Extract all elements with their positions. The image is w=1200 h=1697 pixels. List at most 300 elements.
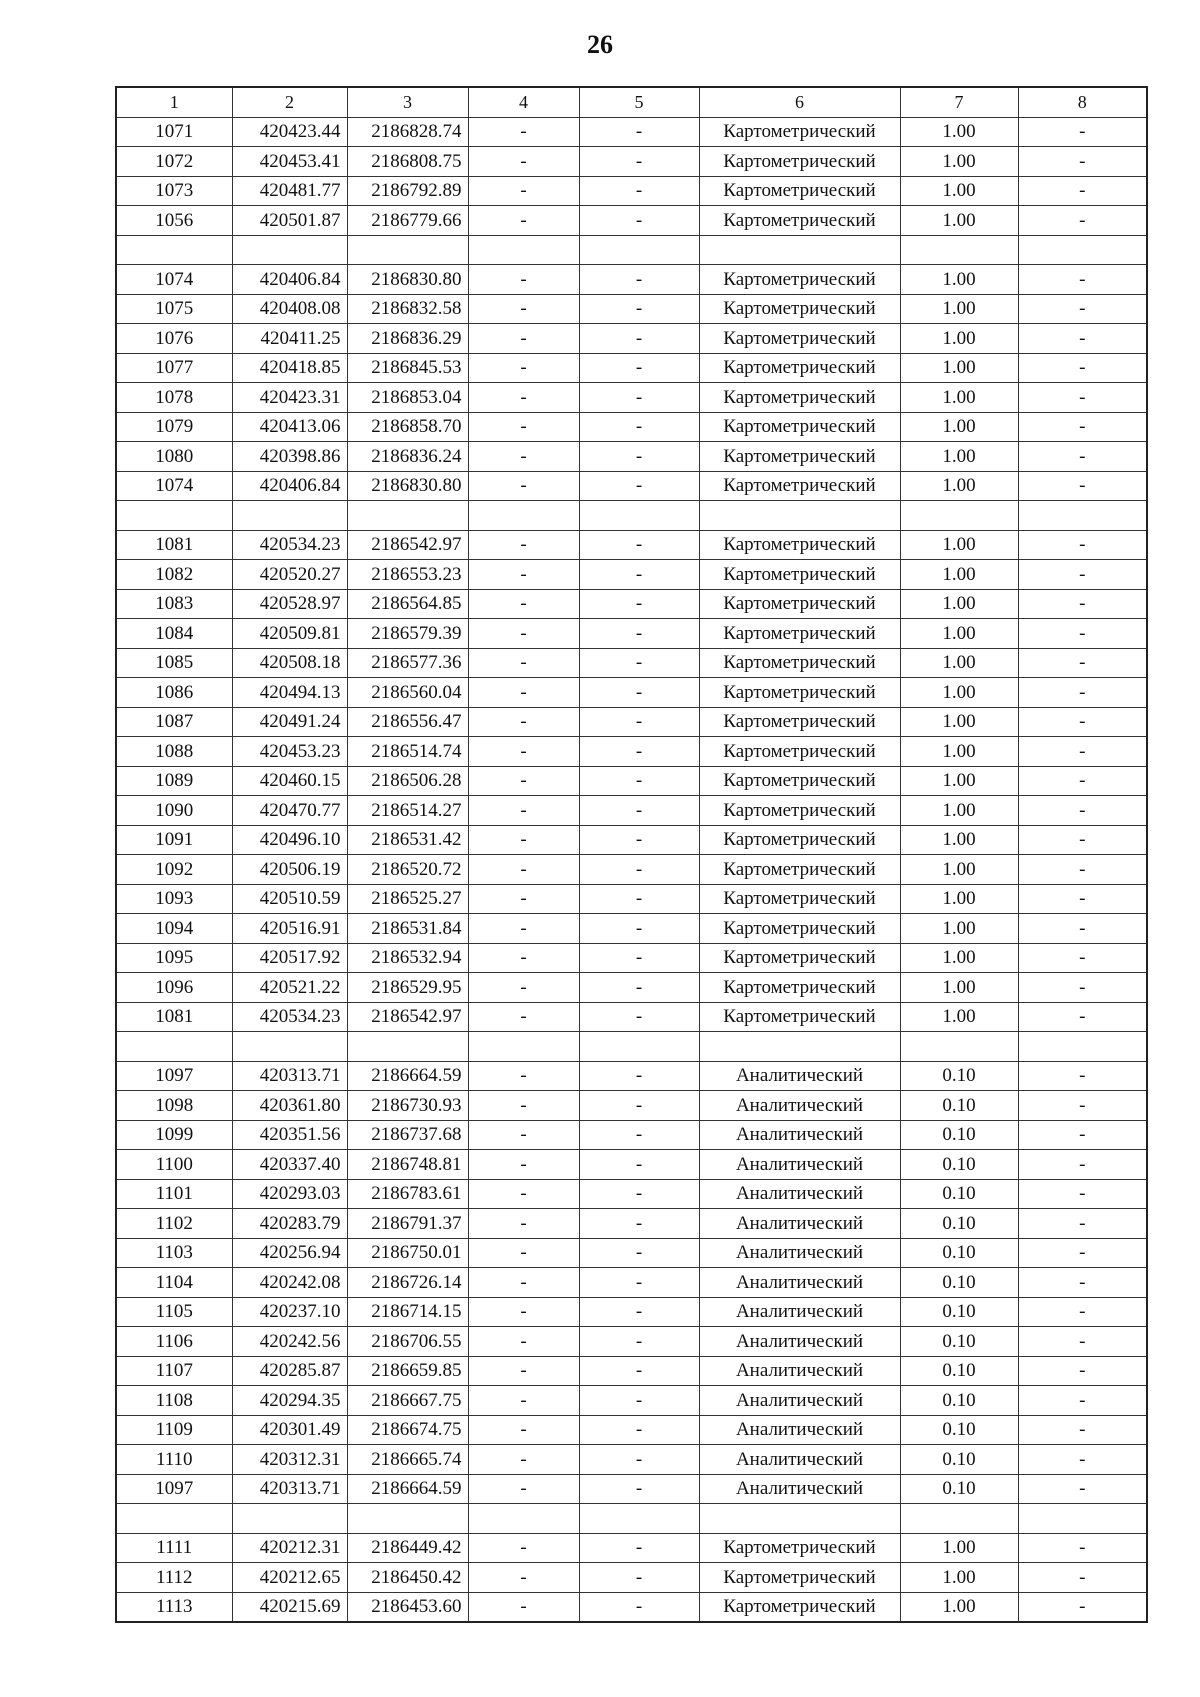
table-row (116, 1386, 1147, 1416)
column-header: 7 (900, 87, 1018, 117)
column-header: 2 (232, 87, 347, 117)
table-row (116, 766, 1147, 796)
table-cell: 2186506.28 (347, 766, 468, 796)
table-cell: 420313.71 (232, 1474, 347, 1504)
table-cell: - (1018, 914, 1147, 944)
table-cell: 1.00 (900, 471, 1018, 501)
table-cell: 1.00 (900, 1563, 1018, 1593)
table-cell: - (1018, 825, 1147, 855)
table-cell (699, 1032, 900, 1062)
table-cell: - (579, 1592, 699, 1622)
table-cell: 420406.84 (232, 471, 347, 501)
table-cell: 420285.87 (232, 1356, 347, 1386)
table-cell: 1093 (116, 884, 232, 914)
table-cell: - (1018, 589, 1147, 619)
table-row (116, 796, 1147, 826)
table-cell: Картометрический (699, 147, 900, 177)
table-cell: 1.00 (900, 973, 1018, 1003)
table-row (116, 884, 1147, 914)
table-cell (699, 1504, 900, 1534)
table-cell: - (579, 442, 699, 472)
table-cell: 420460.15 (232, 766, 347, 796)
table-cell: 420510.59 (232, 884, 347, 914)
table-cell: - (468, 943, 579, 973)
table-cell: 1.00 (900, 884, 1018, 914)
table-cell (579, 501, 699, 531)
table-cell: - (468, 648, 579, 678)
table-cell: 1.00 (900, 206, 1018, 236)
table-cell: - (579, 1327, 699, 1357)
table-row (116, 501, 1147, 531)
table-row (116, 442, 1147, 472)
column-header: 5 (579, 87, 699, 117)
table-cell: 0.10 (900, 1415, 1018, 1445)
table-cell: - (1018, 1386, 1147, 1416)
table-cell: 420256.94 (232, 1238, 347, 1268)
table-cell: 2186792.89 (347, 176, 468, 206)
table-cell: - (1018, 1002, 1147, 1032)
table-cell: 420423.44 (232, 117, 347, 147)
table-cell: 2186542.97 (347, 530, 468, 560)
table-cell: - (579, 973, 699, 1003)
table-cell: Картометрический (699, 914, 900, 944)
table-cell: Аналитический (699, 1209, 900, 1239)
column-header: 1 (116, 87, 232, 117)
table-cell: - (579, 1002, 699, 1032)
table-cell: - (579, 855, 699, 885)
table-cell: - (579, 943, 699, 973)
table-cell: 420418.85 (232, 353, 347, 383)
table-cell: 2186520.72 (347, 855, 468, 885)
table-cell: - (468, 678, 579, 708)
table-cell: Картометрический (699, 648, 900, 678)
table-cell: - (468, 1356, 579, 1386)
table-cell: 1.00 (900, 383, 1018, 413)
table-cell: 1102 (116, 1209, 232, 1239)
table-cell: 420481.77 (232, 176, 347, 206)
table-cell: Картометрический (699, 471, 900, 501)
table-row (116, 1268, 1147, 1298)
table-row (116, 412, 1147, 442)
table-cell: Аналитический (699, 1091, 900, 1121)
table-cell: 420413.06 (232, 412, 347, 442)
table-cell: 420453.23 (232, 737, 347, 767)
table-cell: 0.10 (900, 1445, 1018, 1475)
table-cell: 1.00 (900, 707, 1018, 737)
table-cell: 420453.41 (232, 147, 347, 177)
table-cell: - (1018, 884, 1147, 914)
table-cell (468, 1504, 579, 1534)
table-cell: 1083 (116, 589, 232, 619)
table-cell: - (1018, 1415, 1147, 1445)
table-cell: 1.00 (900, 265, 1018, 295)
table-cell: - (468, 884, 579, 914)
table-cell (347, 501, 468, 531)
table-cell: - (468, 619, 579, 649)
table-cell: 420528.97 (232, 589, 347, 619)
table-cell: 1101 (116, 1179, 232, 1209)
table-cell: 1078 (116, 383, 232, 413)
table-row (116, 1032, 1147, 1062)
table-cell: - (468, 265, 579, 295)
table-cell: - (468, 914, 579, 944)
table-cell: 1109 (116, 1415, 232, 1445)
table-cell: - (1018, 943, 1147, 973)
table-cell: 2186514.27 (347, 796, 468, 826)
table-cell: - (468, 1238, 579, 1268)
table-cell: 1.00 (900, 324, 1018, 354)
table-cell: - (579, 648, 699, 678)
table-cell: 1089 (116, 766, 232, 796)
table-cell: - (468, 176, 579, 206)
table-cell: - (468, 589, 579, 619)
table-cell: 1098 (116, 1091, 232, 1121)
table-cell (1018, 1032, 1147, 1062)
table-cell (232, 1032, 347, 1062)
table-cell: - (579, 737, 699, 767)
table-cell (1018, 501, 1147, 531)
table-cell: 0.10 (900, 1209, 1018, 1239)
table-cell: - (1018, 1268, 1147, 1298)
table-cell: - (579, 1386, 699, 1416)
table-cell: - (579, 1563, 699, 1593)
table-cell (699, 501, 900, 531)
table-cell: 1077 (116, 353, 232, 383)
table-cell: - (1018, 1209, 1147, 1239)
table-cell: - (1018, 442, 1147, 472)
table-row (116, 383, 1147, 413)
table-cell: Картометрический (699, 973, 900, 1003)
table-cell: Аналитический (699, 1238, 900, 1268)
table-cell: 1097 (116, 1061, 232, 1091)
table-cell: 420312.31 (232, 1445, 347, 1475)
table-cell: - (468, 1445, 579, 1475)
table-cell: 0.10 (900, 1120, 1018, 1150)
table-cell: - (468, 147, 579, 177)
table-cell: 1.00 (900, 678, 1018, 708)
table-cell: - (468, 825, 579, 855)
table-cell: - (579, 294, 699, 324)
table-cell: Картометрический (699, 383, 900, 413)
table-cell: 1.00 (900, 294, 1018, 324)
table-cell: - (1018, 648, 1147, 678)
table-cell (116, 1032, 232, 1062)
table-cell: 420361.80 (232, 1091, 347, 1121)
table-cell: - (579, 1238, 699, 1268)
table-row (116, 619, 1147, 649)
table-cell: - (579, 1150, 699, 1180)
table-cell: - (468, 324, 579, 354)
table-cell: - (579, 176, 699, 206)
table-cell: 1.00 (900, 117, 1018, 147)
table-cell: 1095 (116, 943, 232, 973)
table-cell: - (1018, 324, 1147, 354)
table-cell: - (579, 1474, 699, 1504)
table-cell: 1072 (116, 147, 232, 177)
table-cell: - (468, 294, 579, 324)
table-cell: - (468, 1297, 579, 1327)
table-cell: 1.00 (900, 442, 1018, 472)
table-cell (347, 235, 468, 265)
table-cell: 1.00 (900, 766, 1018, 796)
table-cell: - (468, 1327, 579, 1357)
table-row (116, 737, 1147, 767)
table-cell: - (1018, 1150, 1147, 1180)
table-cell: 1105 (116, 1297, 232, 1327)
page-number: 26 (587, 30, 613, 59)
table-cell: 2186808.75 (347, 147, 468, 177)
table-cell: 2186532.94 (347, 943, 468, 973)
table-cell: 420398.86 (232, 442, 347, 472)
table-cell: Картометрический (699, 825, 900, 855)
table-row (116, 943, 1147, 973)
table-row (116, 589, 1147, 619)
table-cell: - (1018, 1327, 1147, 1357)
table-cell: 2186449.42 (347, 1533, 468, 1563)
table-cell: Картометрический (699, 560, 900, 590)
table-cell: 420212.31 (232, 1533, 347, 1563)
table-cell: 1.00 (900, 943, 1018, 973)
table-cell: - (468, 1179, 579, 1209)
table-cell: - (468, 1268, 579, 1298)
table-cell: 1110 (116, 1445, 232, 1475)
table-cell: 2186564.85 (347, 589, 468, 619)
table-cell: 2186450.42 (347, 1563, 468, 1593)
table-cell (468, 1032, 579, 1062)
table-cell: 1074 (116, 471, 232, 501)
table-cell: 420521.22 (232, 973, 347, 1003)
table-row (116, 530, 1147, 560)
table-cell: - (579, 914, 699, 944)
table-cell: - (468, 383, 579, 413)
table-cell: 1092 (116, 855, 232, 885)
table-cell: Картометрический (699, 265, 900, 295)
table-row (116, 707, 1147, 737)
table-cell: - (579, 353, 699, 383)
table-cell: Картометрический (699, 737, 900, 767)
table-cell: - (468, 707, 579, 737)
table-cell (232, 501, 347, 531)
table-cell: 1085 (116, 648, 232, 678)
table-cell: 2186853.04 (347, 383, 468, 413)
table-row (116, 973, 1147, 1003)
table-cell: 2186664.59 (347, 1474, 468, 1504)
table-cell: 420509.81 (232, 619, 347, 649)
table-row (116, 1592, 1147, 1622)
table-cell: 1094 (116, 914, 232, 944)
table-row (116, 353, 1147, 383)
table-cell: - (579, 678, 699, 708)
table-cell: Картометрический (699, 1563, 900, 1593)
table-cell: 2186737.68 (347, 1120, 468, 1150)
table-cell: 0.10 (900, 1356, 1018, 1386)
table-cell: Картометрический (699, 1002, 900, 1032)
table-row (116, 1445, 1147, 1475)
table-cell: 0.10 (900, 1238, 1018, 1268)
table-cell: 2186529.95 (347, 973, 468, 1003)
table-row (116, 825, 1147, 855)
table-cell: - (1018, 176, 1147, 206)
table-cell: Аналитический (699, 1356, 900, 1386)
table-row (116, 294, 1147, 324)
table-cell: - (579, 206, 699, 236)
coordinates-table (115, 86, 1148, 1623)
table-cell: Картометрический (699, 324, 900, 354)
table-cell: 1.00 (900, 353, 1018, 383)
table-cell: - (468, 1415, 579, 1445)
table-cell: Картометрический (699, 353, 900, 383)
column-header: 8 (1018, 87, 1147, 117)
table-cell: - (468, 1002, 579, 1032)
table-cell: Картометрический (699, 1592, 900, 1622)
table-cell: - (579, 560, 699, 590)
table-cell: - (468, 796, 579, 826)
table-cell: 420496.10 (232, 825, 347, 855)
table-cell: - (468, 737, 579, 767)
table-cell: Аналитический (699, 1474, 900, 1504)
table-cell: - (1018, 973, 1147, 1003)
table-cell: - (579, 1268, 699, 1298)
table-cell: - (579, 766, 699, 796)
table-cell (347, 1504, 468, 1534)
table-cell: - (579, 589, 699, 619)
table-cell: 1075 (116, 294, 232, 324)
table-cell (579, 1504, 699, 1534)
table-cell (232, 235, 347, 265)
column-header: 6 (699, 87, 900, 117)
table-cell: Аналитический (699, 1061, 900, 1091)
table-cell: - (579, 884, 699, 914)
table-cell: - (1018, 1179, 1147, 1209)
table-row (116, 1563, 1147, 1593)
table-body (116, 87, 1147, 1622)
table-cell: Картометрический (699, 412, 900, 442)
table-cell: Картометрический (699, 530, 900, 560)
table-cell: 2186832.58 (347, 294, 468, 324)
table-cell: - (468, 353, 579, 383)
table-cell: Картометрический (699, 678, 900, 708)
table-cell: Картометрический (699, 766, 900, 796)
table-cell (1018, 235, 1147, 265)
table-cell: 1.00 (900, 737, 1018, 767)
table-cell: - (579, 1533, 699, 1563)
table-row (116, 1533, 1147, 1563)
table-row (116, 1474, 1147, 1504)
table-cell (699, 235, 900, 265)
table-cell: 2186726.14 (347, 1268, 468, 1298)
table-cell: 2186748.81 (347, 1150, 468, 1180)
table-cell: - (1018, 412, 1147, 442)
table-cell: 420508.18 (232, 648, 347, 678)
table-cell: 1.00 (900, 530, 1018, 560)
table-row (116, 235, 1147, 265)
table-cell: - (579, 530, 699, 560)
table-cell: - (579, 147, 699, 177)
table-cell: - (1018, 1120, 1147, 1150)
table-cell: - (468, 412, 579, 442)
table-cell: Картометрический (699, 884, 900, 914)
table-cell: Картометрический (699, 707, 900, 737)
table-cell: 420237.10 (232, 1297, 347, 1327)
table-cell: 420501.87 (232, 206, 347, 236)
table-cell: - (1018, 353, 1147, 383)
table-cell: 1080 (116, 442, 232, 472)
table-row (116, 1504, 1147, 1534)
table-row (116, 1415, 1147, 1445)
table-cell: 2186830.80 (347, 471, 468, 501)
table-cell: Аналитический (699, 1327, 900, 1357)
table-cell: 420406.84 (232, 265, 347, 295)
table-row (116, 1356, 1147, 1386)
table-row (116, 648, 1147, 678)
table-cell: 0.10 (900, 1327, 1018, 1357)
table-cell: Картометрический (699, 117, 900, 147)
table-cell: 420520.27 (232, 560, 347, 590)
table-cell: - (1018, 117, 1147, 147)
table-row (116, 855, 1147, 885)
table-row (116, 1327, 1147, 1357)
table-cell: Картометрический (699, 943, 900, 973)
table-cell: 420470.77 (232, 796, 347, 826)
table-cell: 2186779.66 (347, 206, 468, 236)
table-cell: - (579, 1297, 699, 1327)
table-cell (579, 235, 699, 265)
table-cell: 2186553.23 (347, 560, 468, 590)
table-cell: 1104 (116, 1268, 232, 1298)
table-cell: 2186560.04 (347, 678, 468, 708)
table-cell: - (579, 471, 699, 501)
table-cell: 1073 (116, 176, 232, 206)
table-cell (579, 1032, 699, 1062)
table-cell: 420506.19 (232, 855, 347, 885)
table-cell: Картометрический (699, 796, 900, 826)
table-cell: 2186664.59 (347, 1061, 468, 1091)
table-cell: 2186706.55 (347, 1327, 468, 1357)
table-cell: - (579, 707, 699, 737)
table-cell: 1076 (116, 324, 232, 354)
table-cell: 0.10 (900, 1386, 1018, 1416)
table-cell: 420212.65 (232, 1563, 347, 1593)
table-cell: - (468, 855, 579, 885)
table-cell: - (579, 324, 699, 354)
table-row (116, 1120, 1147, 1150)
table-cell: Аналитический (699, 1297, 900, 1327)
table-cell: - (468, 973, 579, 1003)
table-cell: - (1018, 766, 1147, 796)
table-cell: 420313.71 (232, 1061, 347, 1091)
table-cell: - (468, 560, 579, 590)
table-cell (900, 1504, 1018, 1534)
table-cell: - (468, 442, 579, 472)
table-row (116, 206, 1147, 236)
table-cell: - (468, 766, 579, 796)
table-cell: 420423.31 (232, 383, 347, 413)
table-cell: - (579, 1061, 699, 1091)
table-cell: - (579, 825, 699, 855)
table-row (116, 1091, 1147, 1121)
table-cell: - (1018, 206, 1147, 236)
table-cell: - (1018, 796, 1147, 826)
table-row (116, 1061, 1147, 1091)
table-cell: 1107 (116, 1356, 232, 1386)
table-cell: 2186750.01 (347, 1238, 468, 1268)
table-cell: 2186836.29 (347, 324, 468, 354)
table-cell: - (579, 1445, 699, 1475)
table-cell: 420337.40 (232, 1150, 347, 1180)
table-cell: 420517.92 (232, 943, 347, 973)
table-cell: - (468, 1533, 579, 1563)
table-cell: 1087 (116, 707, 232, 737)
